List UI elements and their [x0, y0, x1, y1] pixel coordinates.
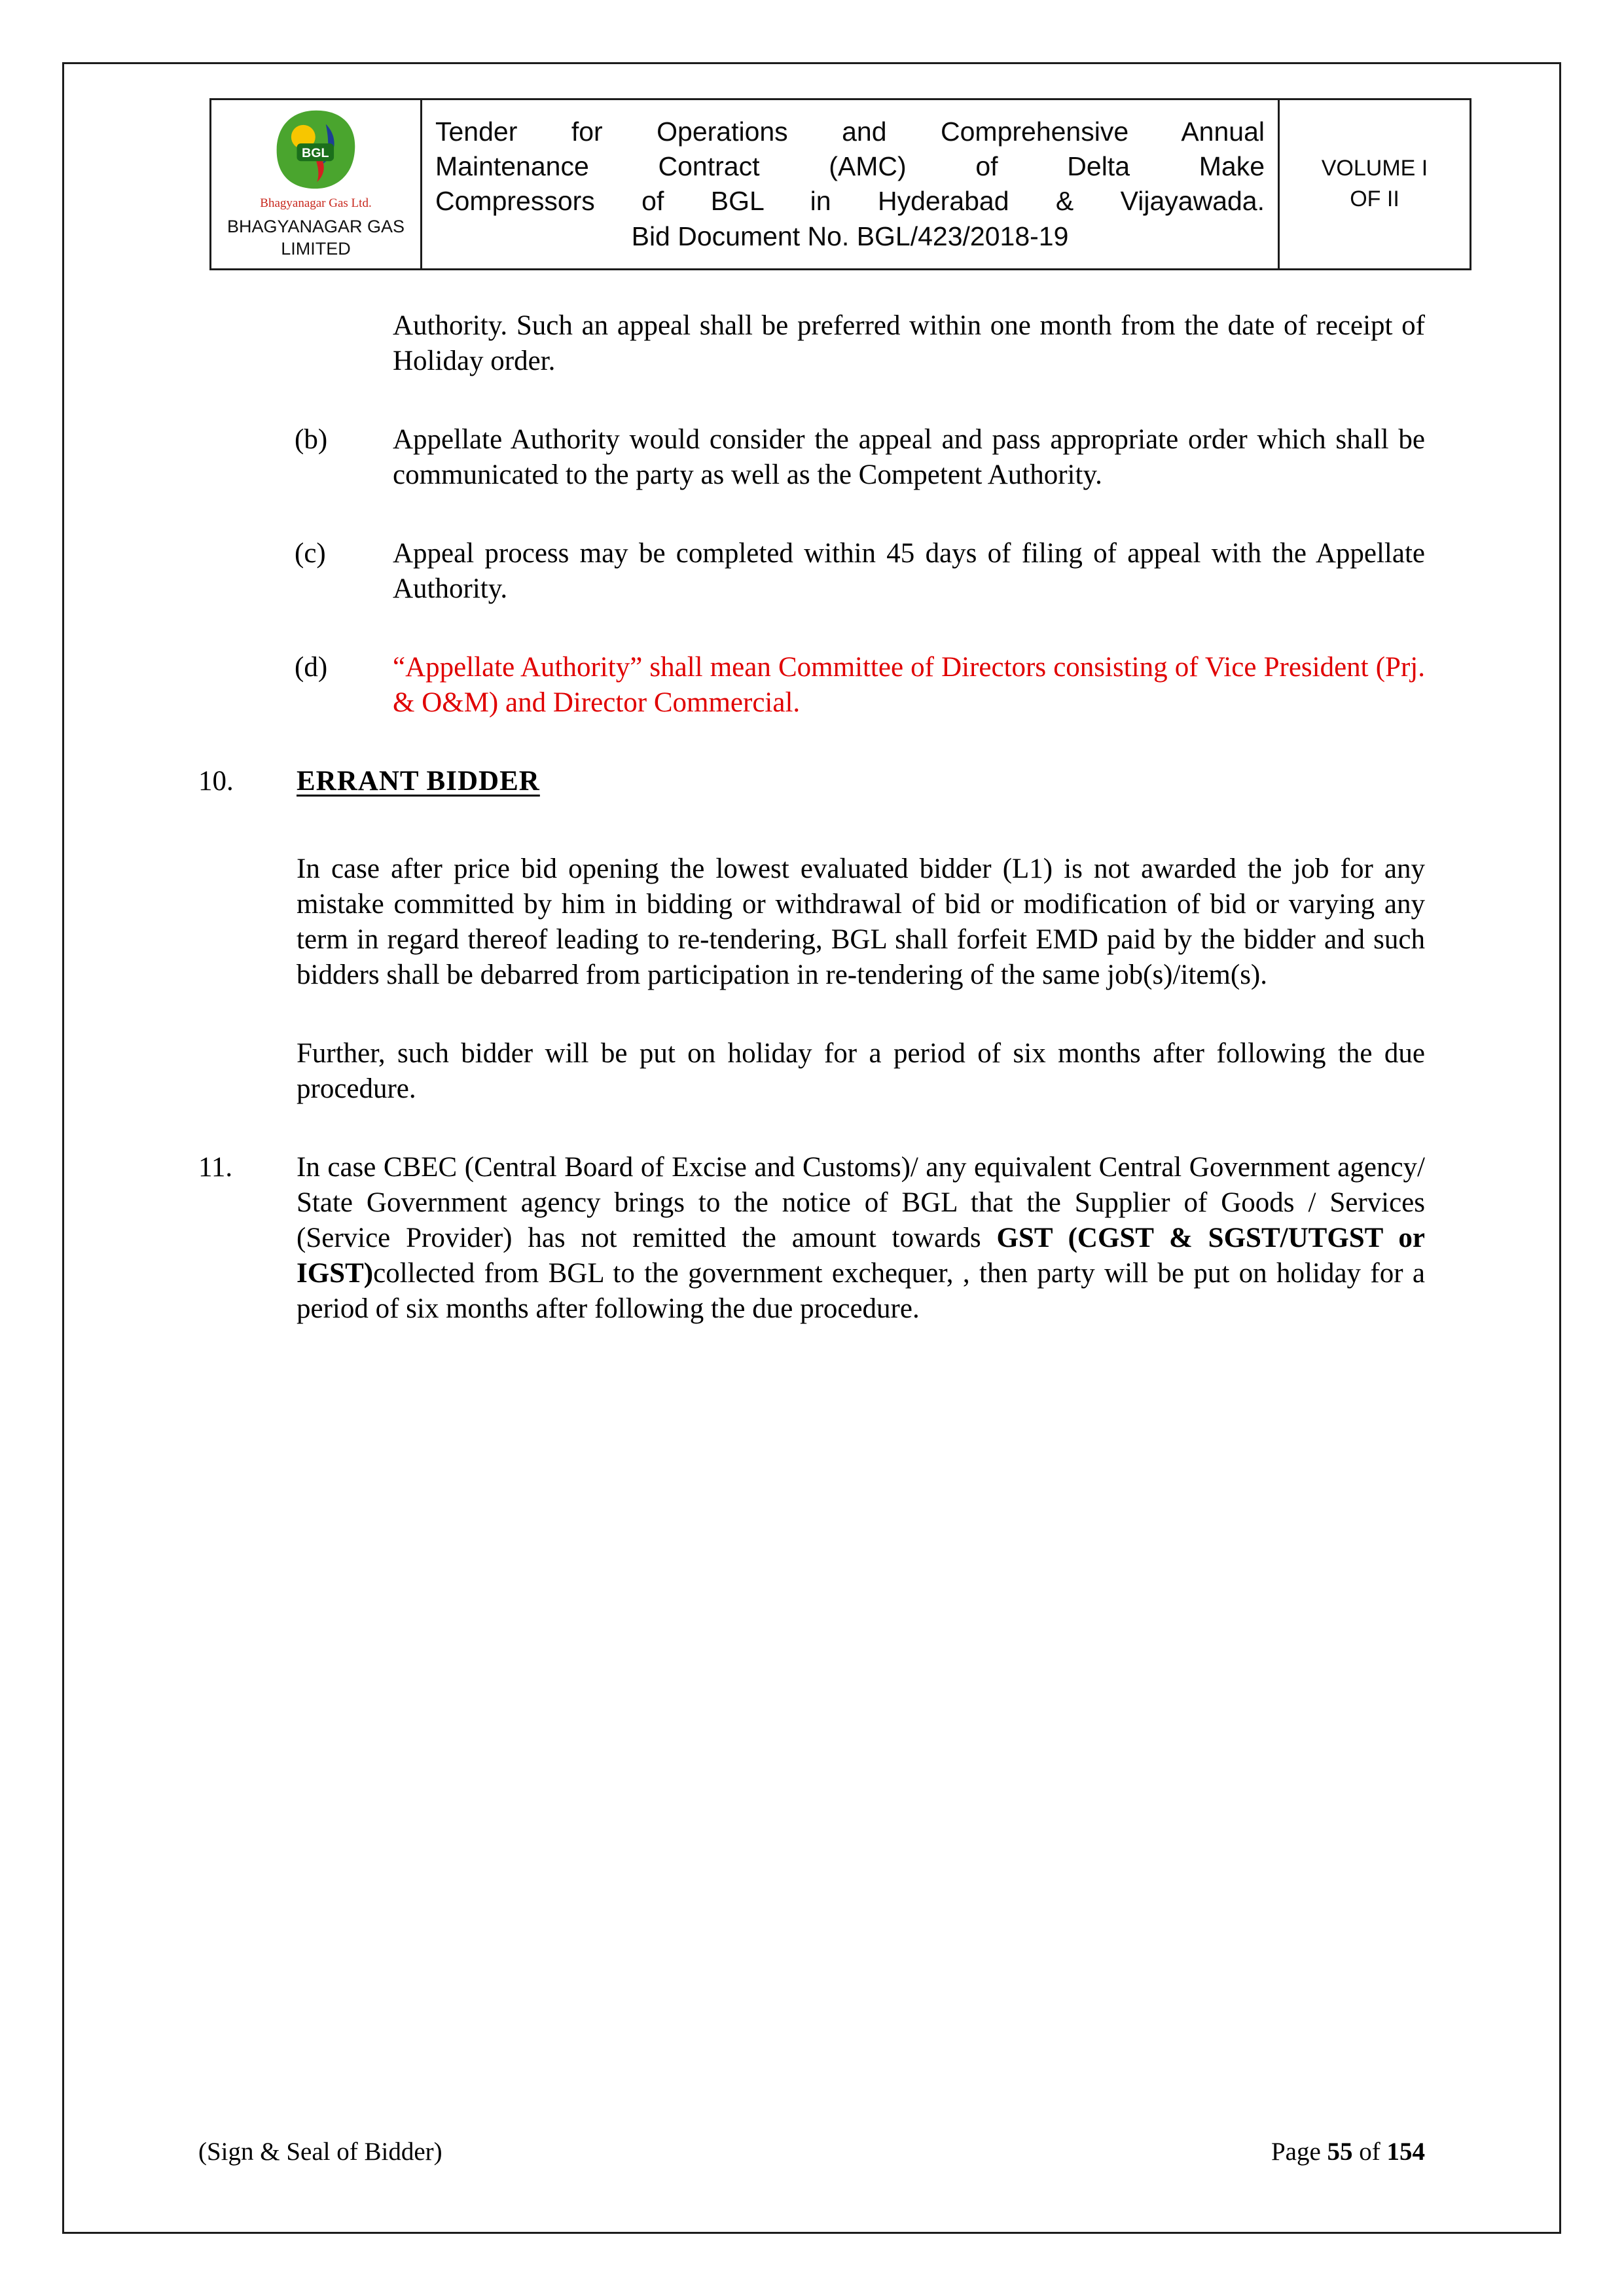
list-item-11: [198, 1150, 1425, 1327]
company-name-line2: LIMITED: [281, 238, 351, 259]
title-line-1: Tender for Operations and Comprehensive Annual: [435, 116, 1265, 147]
section-10-number: 10.: [198, 765, 234, 797]
title-line-2: Maintenance Contract (AMC) of Delta Make: [435, 151, 1265, 181]
page-word: Page: [1271, 2138, 1321, 2166]
list-item-b: [295, 422, 1425, 493]
volume-cell: [1279, 99, 1471, 270]
header-table: [209, 98, 1471, 270]
of-word: of: [1359, 2138, 1380, 2166]
logo-caption: Bhagyanagar Gas Ltd.: [260, 196, 372, 210]
section-10-heading: ERRANT BIDDER: [297, 765, 540, 797]
company-name-line1: BHAGYANAGAR GAS: [226, 217, 405, 236]
section-10-row: [198, 764, 1425, 799]
paragraph-appeal-continuation: Authority. Such an appeal shall be preferred within one month from the date of receipt of Holiday order.: [393, 310, 1425, 376]
list-item-b-label: (b): [295, 423, 328, 455]
page-current: 55: [1327, 2138, 1353, 2166]
list-item-c-text: Appeal process may be completed within 45 days of filing of appeal with the Appellate Authority.: [393, 537, 1425, 604]
page-border: [62, 62, 1561, 2234]
list-item-c: [295, 536, 1425, 607]
section-10-paragraph-1: In case after price bid opening the lowest evaluated bidder (L1) is not awarded the job for any mistake committed by him in bidding or withdrawal of bid or modification of bid or varying any term in regard thereof leading to re-tendering, BGL shall forfeit EMD paid by the bidder and such bidders shall be debarred from participation in re-tendering of the same job(s)/item(s).: [297, 853, 1425, 990]
list-item-d-text: “Appellate Authority” shall mean Committee of Directors consisting of Vice President (Prj. & O&M) and Director Commercial.: [393, 651, 1425, 718]
page-number-indicator: [1271, 2137, 1425, 2166]
list-item-b-text: Appellate Authority would consider the appeal and pass appropriate order which shall be communicated to the party as well as the Competent Authority.: [393, 423, 1425, 490]
page-total: 154: [1386, 2138, 1425, 2166]
section-11-text-before-bold: In case CBEC (Central Board of Excise and Customs)/ any equivalent Central Government agency/ State Government agency brings to the notice of BGL that the Supplier of Goods / Services (Service Provider) has not remitted the amount towards: [297, 1151, 1425, 1253]
logo-cell: [211, 99, 422, 270]
bid-document-number: Bid Document No. BGL/423/2018-19: [631, 221, 1069, 251]
section-11-text: [297, 1150, 1425, 1327]
company-name: [217, 216, 415, 260]
volume-line1: VOLUME I: [1321, 155, 1428, 181]
section-11-text-after-bold: collected from BGL to the government exchequer, , then party will be put on holiday for a period of six months after following the due procedure.: [297, 1257, 1425, 1324]
section-10-paragraph-2: Further, such bidder will be put on holiday for a period of six months after following the due procedure.: [297, 1037, 1425, 1104]
bgl-logo-icon: [267, 108, 365, 192]
title-line-3: Compressors of BGL in Hyderabad & Vijayawada.: [435, 186, 1265, 217]
section-11-number: 11.: [198, 1151, 233, 1183]
page-content: [64, 270, 1559, 1327]
sign-seal-note: (Sign & Seal of Bidder): [198, 2138, 442, 2166]
volume-line2: OF II: [1350, 187, 1399, 212]
document-title-cell: [422, 99, 1279, 270]
section-11-gst-bold: GST (CGST & SGST/UTGST or IGST): [297, 1222, 1426, 1289]
list-item-d: [295, 650, 1425, 721]
list-item-c-label: (c): [295, 537, 326, 569]
list-item-d-label: (d): [295, 651, 328, 683]
logo-text: BGL: [301, 146, 329, 161]
page-footer: [198, 2137, 1425, 2166]
